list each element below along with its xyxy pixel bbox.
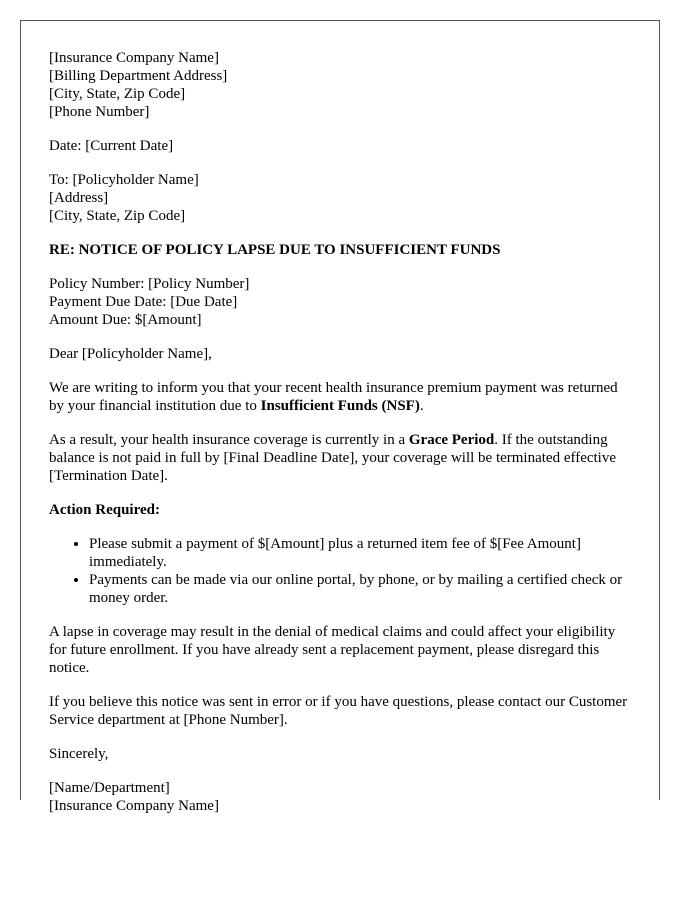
sender-block — [49, 49, 629, 121]
nsf-emphasis: Insufficient Funds (NSF) — [260, 398, 420, 414]
recipient-to: To: [Policyholder Name] — [49, 172, 199, 188]
paragraph-contact: If you believe this notice was sent in error or if you have questions, please contact our Customer Service department at [Phone Number]. — [49, 694, 628, 728]
policy-number: Policy Number: [Policy Number] — [49, 276, 250, 292]
grace-period-emphasis: Grace Period — [408, 432, 495, 448]
date-line: Date: [Current Date] — [49, 138, 174, 154]
closing: Sincerely, — [49, 746, 109, 762]
sender-address: [Billing Department Address] — [49, 68, 228, 84]
amount-due: Amount Due: $[Amount] — [49, 312, 202, 328]
sender-company: [Insurance Company Name] — [49, 50, 219, 66]
paragraph-nsf-notice — [49, 379, 629, 415]
letter-page — [20, 20, 660, 814]
subject-line: RE: NOTICE OF POLICY LAPSE DUE TO INSUFFICIENT FUNDS — [49, 242, 501, 258]
paragraph-grace-period — [49, 431, 629, 485]
action-item-methods: • Payments can be made via our online portal, by phone, or by mailing a certified check or money order. — [89, 571, 629, 607]
recipient-address: [Address] — [49, 190, 109, 206]
action-list — [49, 535, 629, 607]
policy-block — [49, 275, 629, 329]
payment-due-date: Payment Due Date: [Due Date] — [49, 294, 238, 310]
letter-content — [49, 49, 629, 831]
paragraph-grace-text: As a result, your health insurance coverage is currently in a — [49, 432, 409, 448]
paragraph-lapse-warning: A lapse in coverage may result in the denial of medical claims and could affect your eligibility for future enrollment. If you have already sent a replacement payment, please disregard this notice. — [49, 624, 616, 676]
signature-block — [49, 779, 629, 815]
paragraph-grace-end: . If the outstanding balance is not paid in full by [Final Deadline Date], your coverage will be terminated effective [Termination Date]. — [49, 432, 617, 484]
sender-phone: [Phone Number] — [49, 104, 150, 120]
signature-name-department: [Name/Department] — [49, 780, 170, 796]
recipient-city-state-zip: [City, State, Zip Code] — [49, 208, 186, 224]
signature-company: [Insurance Company Name] — [49, 798, 219, 814]
sender-city-state-zip: [City, State, Zip Code] — [49, 86, 186, 102]
salutation: Dear [Policyholder Name], — [49, 346, 212, 362]
recipient-block — [49, 171, 629, 225]
action-item-payment: • Please submit a payment of $[Amount] plus a returned item fee of $[Fee Amount] immediately. — [89, 535, 629, 571]
paragraph-nsf-text: We are writing to inform you that your recent health insurance premium payment was returned by your financial institution due to — [49, 380, 618, 414]
paragraph-nsf-end: . — [419, 398, 424, 414]
action-required-heading: Action Required: — [49, 502, 160, 518]
